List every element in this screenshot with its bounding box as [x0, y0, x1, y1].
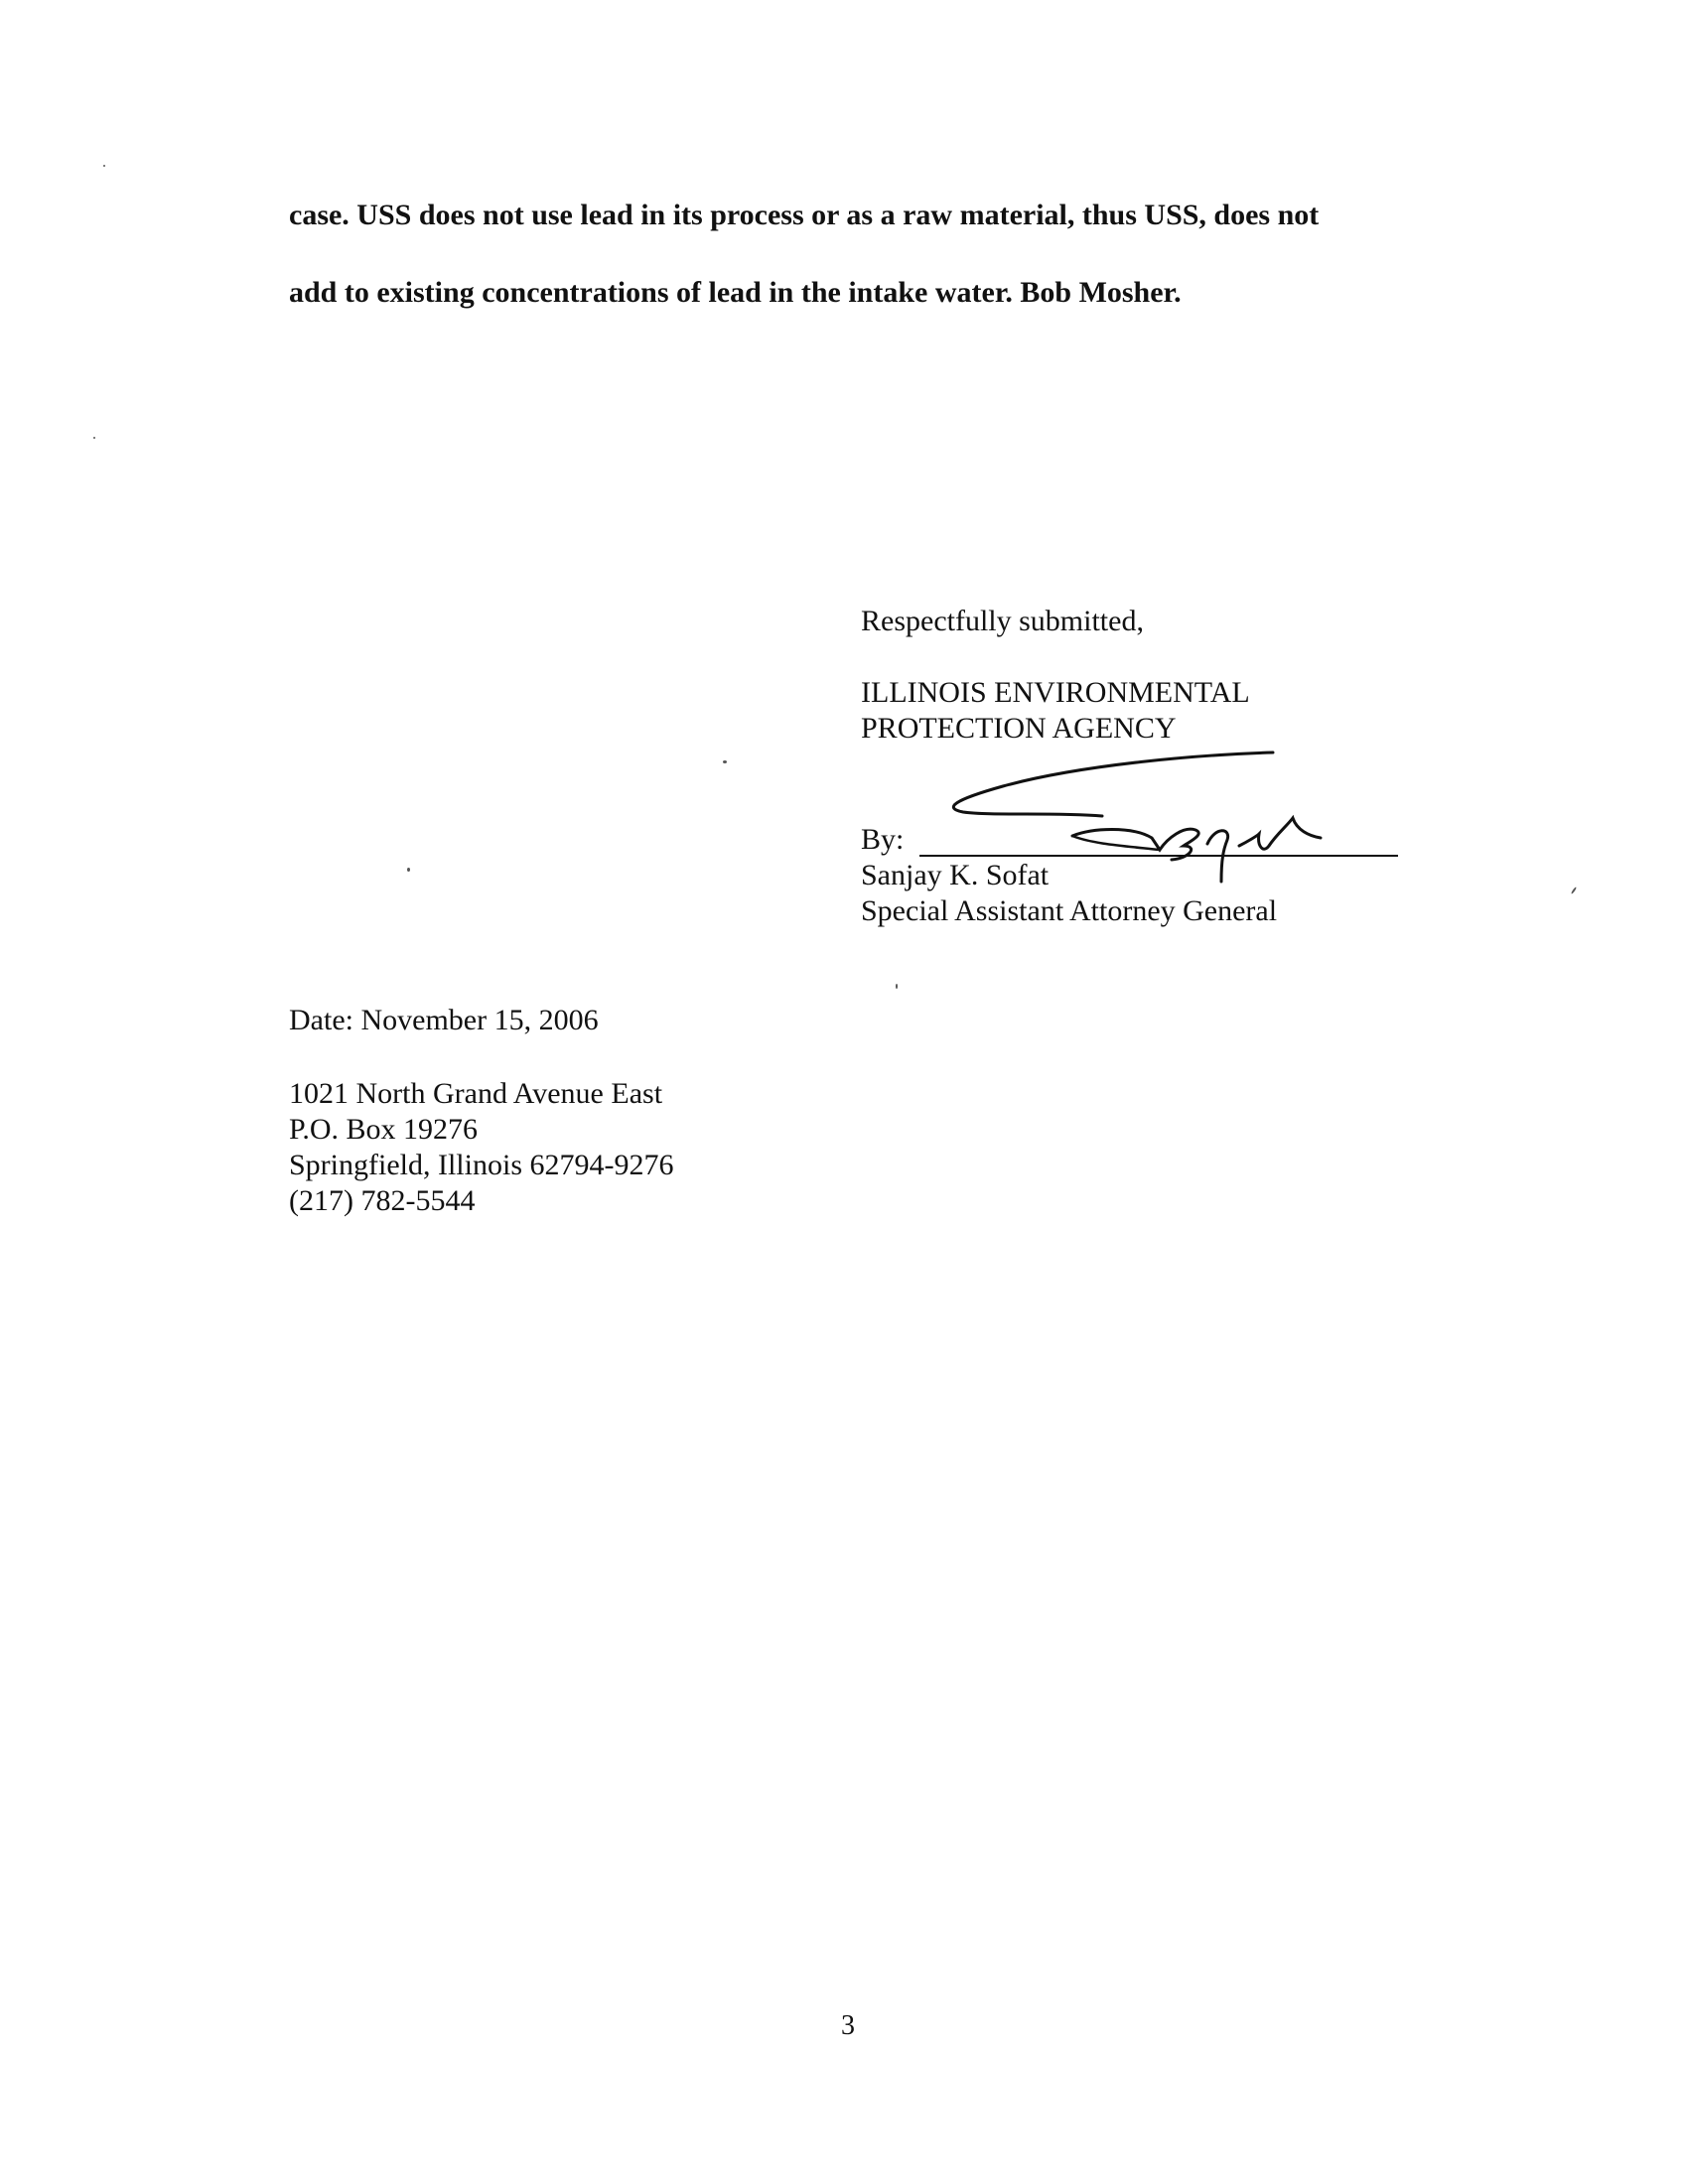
address-line-2: P.O. Box 19276 — [289, 1113, 479, 1146]
by-label: By: — [861, 823, 905, 856]
scan-speck — [1571, 887, 1577, 894]
scan-speck — [93, 437, 95, 439]
agency-name-line-2: PROTECTION AGENCY — [861, 712, 1177, 745]
closing: Respectfully submitted, — [861, 605, 1144, 637]
body-text-line-2: add to existing concentrations of lead in the intake water. Bob Mosher. — [289, 276, 1182, 309]
scan-speck — [407, 868, 410, 872]
address-line-4: (217) 782-5544 — [289, 1184, 476, 1217]
page-number: 3 — [841, 2010, 855, 2041]
scan-speck — [103, 165, 105, 167]
body-text-line-1: case. USS does not use lead in its process or as a raw material, thus USS, does not — [289, 199, 1320, 231]
signer-title: Special Assistant Attorney General — [861, 894, 1278, 927]
agency-name-line-1: ILLINOIS ENVIRONMENTAL — [861, 676, 1250, 709]
scan-speck — [723, 760, 727, 763]
address-line-3: Springfield, Illinois 62794-9276 — [289, 1149, 674, 1181]
signer-name: Sanjay K. Sofat — [861, 859, 1050, 891]
address-line-1: 1021 North Grand Avenue East — [289, 1077, 663, 1110]
date-line: Date: November 15, 2006 — [289, 1004, 599, 1036]
scan-speck — [896, 984, 898, 989]
